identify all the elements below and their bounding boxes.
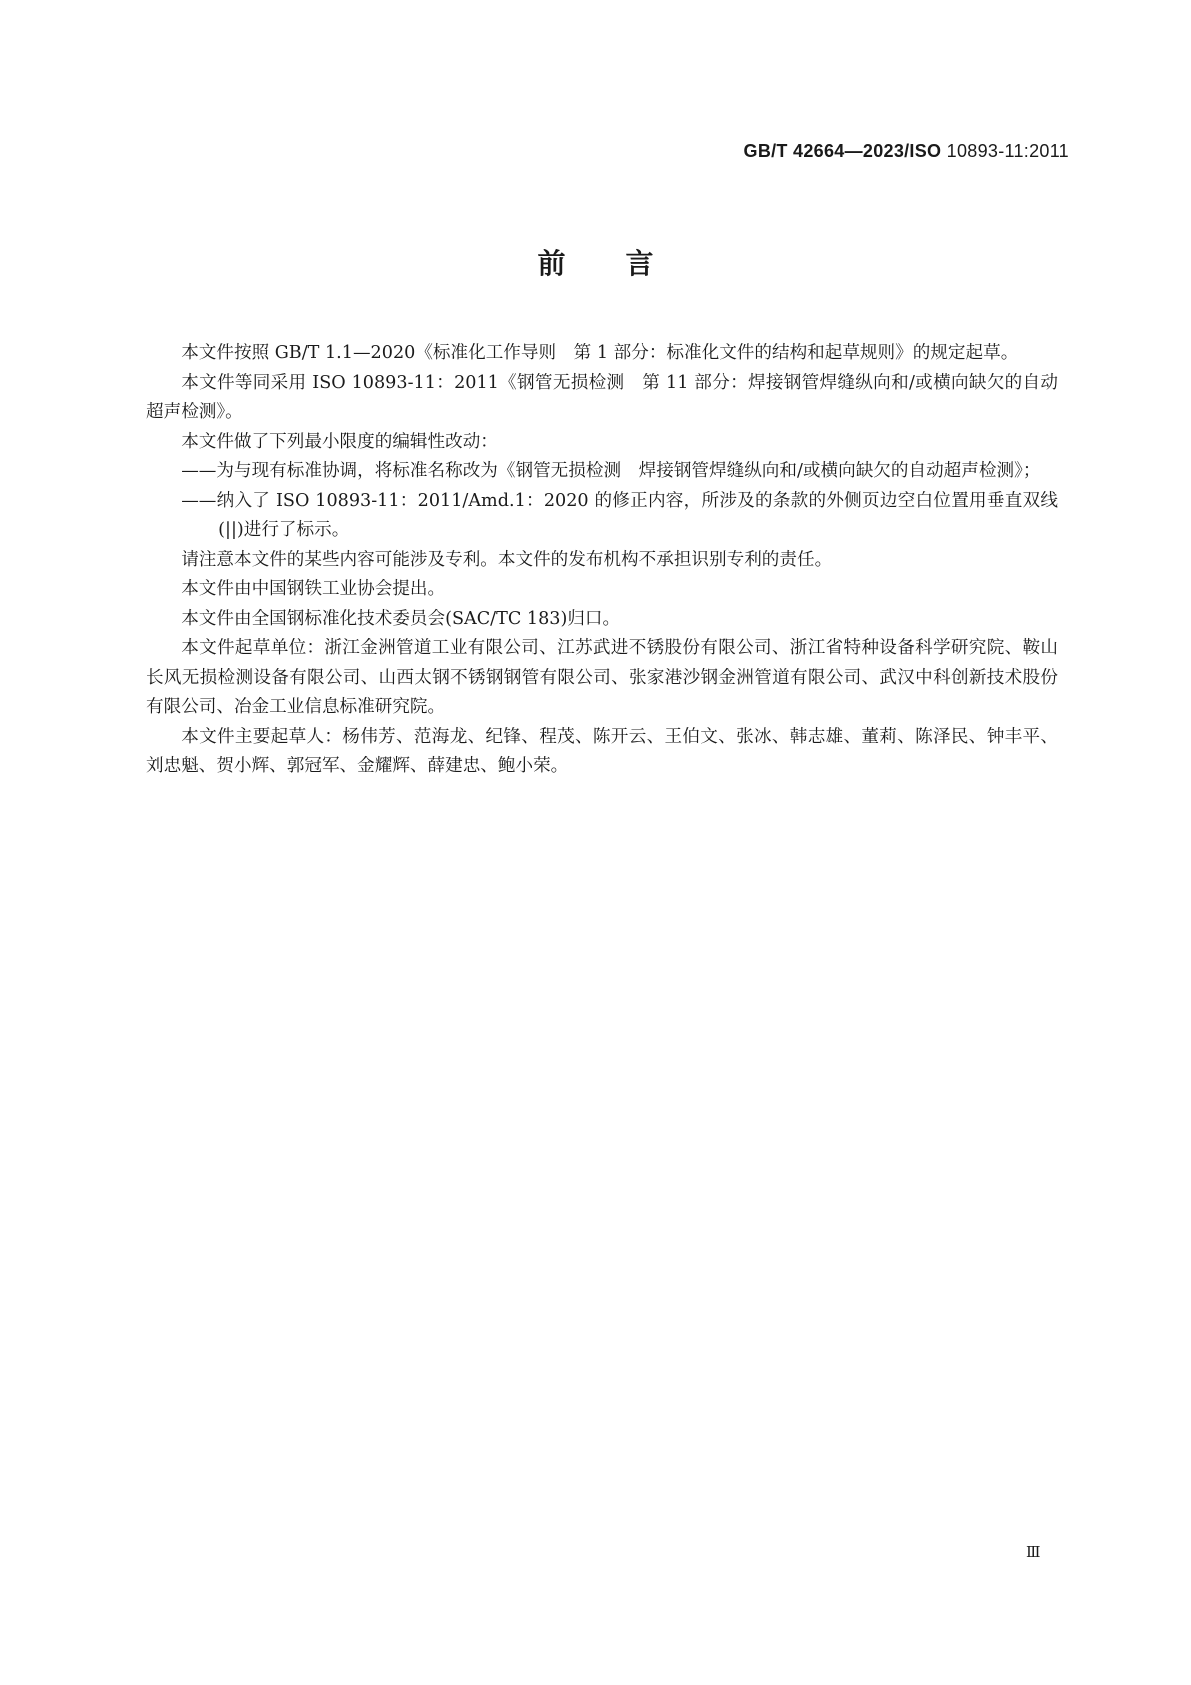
standard-code-prefix: GB/T 42664—2023/ISO bbox=[743, 141, 942, 161]
paragraph-drafting-rules: 本文件按照 GB/T 1.1—2020《标准化工作导则 第 1 部分：标准化文件的结构和起草规则》的规定起草。 bbox=[181, 343, 1019, 363]
dash-item-title-change: ——为与现有标准协调，将标准名称改为《钢管无损检测 焊接钢管焊缝纵向和/或横向缺欠的自动超声检测》； bbox=[181, 461, 1041, 481]
paragraph-patent-notice: 请注意本文件的某些内容可能涉及专利。本文件的发布机构不承担识别专利的责任。 bbox=[181, 549, 833, 570]
standard-code-suffix: 10893-11:2011 bbox=[946, 141, 1069, 161]
paragraph-adoption: 本文件等同采用 ISO 10893-11：2011《钢管无损检测 第 11 部分：焊接钢管焊缝纵向和/或横向缺欠的自动超声检测》。 bbox=[146, 372, 1058, 422]
standard-code bbox=[744, 141, 1069, 162]
page-number: Ⅲ bbox=[1026, 1543, 1041, 1561]
page-title: 前言 bbox=[537, 247, 714, 280]
paragraph-committee: 本文件由全国钢标准化技术委员会(SAC/TC 183)归口。 bbox=[181, 608, 621, 629]
document-body bbox=[146, 339, 1058, 782]
paragraph-drafters: 本文件主要起草人：杨伟芳、范海龙、纪锋、程茂、陈开云、王伯文、张冰、韩志雄、董莉、陈泽民、钟丰平、刘忠魁、贺小辉、郭冠军、金耀辉、薛建忠、鲍小荣。 bbox=[146, 726, 1058, 776]
paragraph-drafting-units: 本文件起草单位：浙江金洲管道工业有限公司、江苏武进不锈股份有限公司、浙江省特种设备科学研究院、鞍山长风无损检测设备有限公司、山西太钢不锈钢钢管有限公司、张家港沙钢金洲管道有限公司、武汉中科创新技术股份有限公司、冶金工业信息标准研究院。 bbox=[146, 638, 1058, 717]
dash-item-amendment: ——纳入了 ISO 10893-11：2011/Amd.1：2020 的修正内容，所涉及的条款的外侧页边空白位置用垂直双线(||)进行了标示。 bbox=[181, 490, 1058, 540]
paragraph-proposed-by: 本文件由中国钢铁工业协会提出。 bbox=[181, 579, 446, 599]
paragraph-editorial-changes: 本文件做了下列最小限度的编辑性改动： bbox=[181, 431, 498, 452]
